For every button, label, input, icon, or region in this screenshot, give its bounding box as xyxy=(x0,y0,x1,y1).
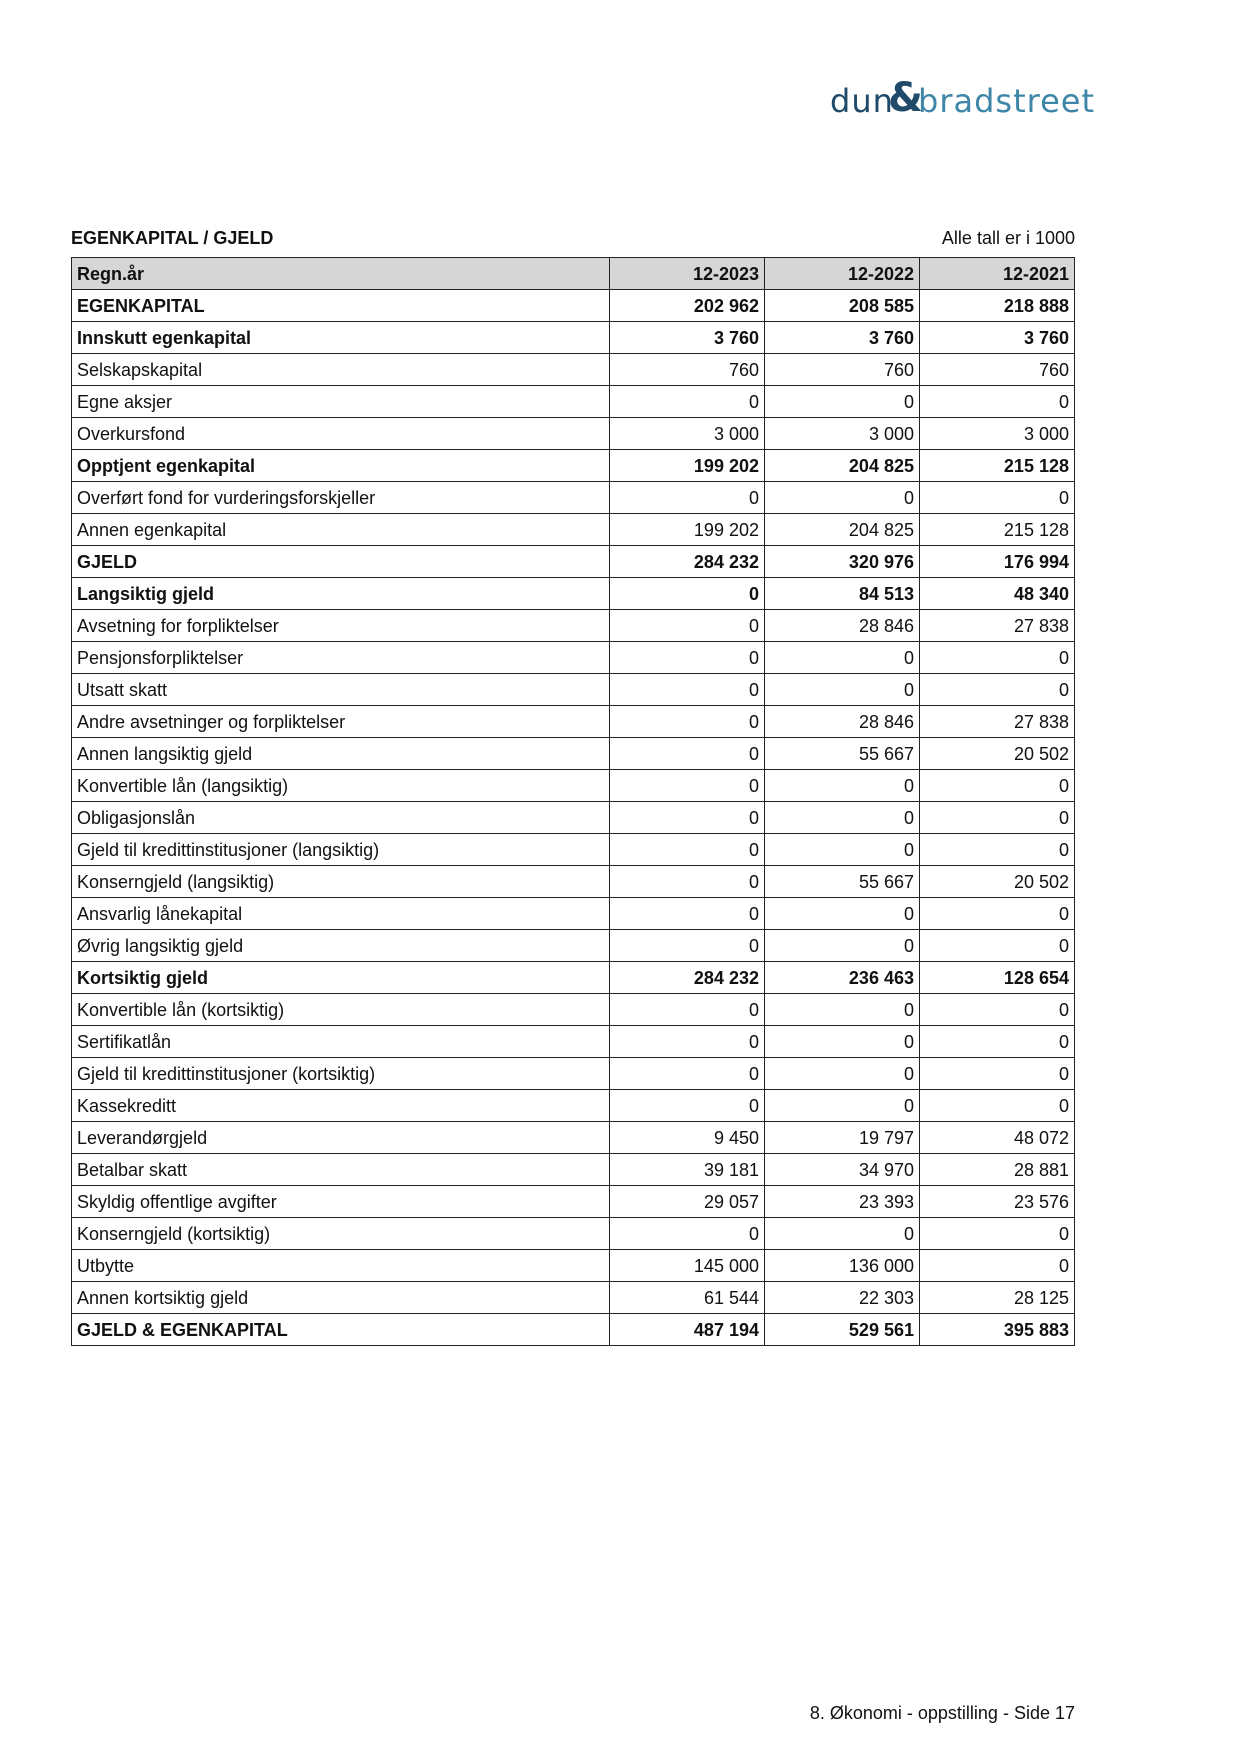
row-value: 215 128 xyxy=(920,514,1075,546)
row-value: 0 xyxy=(920,1026,1075,1058)
row-value: 3 000 xyxy=(920,418,1075,450)
row-value: 487 194 xyxy=(610,1314,765,1346)
row-value: 0 xyxy=(610,386,765,418)
row-value: 0 xyxy=(920,1250,1075,1282)
table-row xyxy=(72,1026,1075,1058)
row-value: 48 340 xyxy=(920,578,1075,610)
row-value: 0 xyxy=(610,1218,765,1250)
row-label: Overkursfond xyxy=(72,418,610,450)
row-value: 208 585 xyxy=(765,290,920,322)
row-value: 284 232 xyxy=(610,962,765,994)
row-value: 0 xyxy=(765,1090,920,1122)
row-value: 0 xyxy=(610,706,765,738)
row-label: GJELD xyxy=(72,546,610,578)
row-value: 204 825 xyxy=(765,450,920,482)
header-year: 12-2021 xyxy=(920,258,1075,290)
row-value: 3 760 xyxy=(920,322,1075,354)
row-value: 760 xyxy=(765,354,920,386)
row-value: 0 xyxy=(920,802,1075,834)
table-row xyxy=(72,930,1075,962)
row-value: 0 xyxy=(765,802,920,834)
row-value: 23 576 xyxy=(920,1186,1075,1218)
row-value: 28 881 xyxy=(920,1154,1075,1186)
row-value: 0 xyxy=(920,386,1075,418)
section-title: EGENKAPITAL / GJELD xyxy=(71,228,274,248)
table-row xyxy=(72,1250,1075,1282)
table-row xyxy=(72,962,1075,994)
row-value: 284 232 xyxy=(610,546,765,578)
row-value: 236 463 xyxy=(765,962,920,994)
table-row xyxy=(72,1282,1075,1314)
row-label: Ansvarlig lånekapital xyxy=(72,898,610,930)
row-label: Leverandørgjeld xyxy=(72,1122,610,1154)
row-value: 218 888 xyxy=(920,290,1075,322)
row-value: 0 xyxy=(765,642,920,674)
row-value: 9 450 xyxy=(610,1122,765,1154)
row-label: Skyldig offentlige avgifter xyxy=(72,1186,610,1218)
table-row xyxy=(72,834,1075,866)
row-label: Avsetning for forpliktelser xyxy=(72,610,610,642)
row-value: 0 xyxy=(610,482,765,514)
header-label: Regn.år xyxy=(72,258,610,290)
row-value: 29 057 xyxy=(610,1186,765,1218)
table-row xyxy=(72,546,1075,578)
row-value: 0 xyxy=(765,898,920,930)
row-value: 0 xyxy=(610,802,765,834)
table-row xyxy=(72,1218,1075,1250)
row-value: 204 825 xyxy=(765,514,920,546)
row-value: 0 xyxy=(610,930,765,962)
row-value: 128 654 xyxy=(920,962,1075,994)
row-value: 145 000 xyxy=(610,1250,765,1282)
row-label: Annen egenkapital xyxy=(72,514,610,546)
row-label: Kassekreditt xyxy=(72,1090,610,1122)
logo-ampersand: & xyxy=(888,75,924,121)
row-value: 0 xyxy=(920,482,1075,514)
row-value: 760 xyxy=(920,354,1075,386)
row-value: 760 xyxy=(610,354,765,386)
table-row xyxy=(72,1186,1075,1218)
row-value: 0 xyxy=(610,1090,765,1122)
row-value: 28 846 xyxy=(765,610,920,642)
row-value: 529 561 xyxy=(765,1314,920,1346)
row-value: 3 760 xyxy=(765,322,920,354)
row-value: 34 970 xyxy=(765,1154,920,1186)
logo-text-dun: dun xyxy=(830,82,894,120)
row-label: Selskapskapital xyxy=(72,354,610,386)
row-value: 199 202 xyxy=(610,514,765,546)
row-value: 48 072 xyxy=(920,1122,1075,1154)
table-row xyxy=(72,642,1075,674)
table-row xyxy=(72,706,1075,738)
row-value: 0 xyxy=(920,1218,1075,1250)
row-value: 0 xyxy=(765,386,920,418)
row-value: 55 667 xyxy=(765,866,920,898)
header-year: 12-2023 xyxy=(610,258,765,290)
row-value: 0 xyxy=(765,834,920,866)
row-value: 0 xyxy=(920,642,1075,674)
row-value: 0 xyxy=(765,930,920,962)
table-header-row xyxy=(72,258,1075,290)
row-label: Konvertible lån (kortsiktig) xyxy=(72,994,610,1026)
row-value: 84 513 xyxy=(765,578,920,610)
row-label: EGENKAPITAL xyxy=(72,290,610,322)
row-label: Utsatt skatt xyxy=(72,674,610,706)
row-value: 27 838 xyxy=(920,610,1075,642)
table-row xyxy=(72,866,1075,898)
row-value: 136 000 xyxy=(765,1250,920,1282)
row-value: 20 502 xyxy=(920,738,1075,770)
table-row xyxy=(72,770,1075,802)
row-label: Obligasjonslån xyxy=(72,802,610,834)
table-row xyxy=(72,738,1075,770)
row-value: 3 000 xyxy=(765,418,920,450)
table-row xyxy=(72,1058,1075,1090)
row-label: Betalbar skatt xyxy=(72,1154,610,1186)
row-label: Sertifikatlån xyxy=(72,1026,610,1058)
row-value: 0 xyxy=(610,642,765,674)
row-value: 23 393 xyxy=(765,1186,920,1218)
page-footer: 8. Økonomi - oppstilling - Side 17 xyxy=(809,1703,1075,1723)
row-value: 0 xyxy=(920,770,1075,802)
section-header xyxy=(71,225,1075,251)
row-value: 0 xyxy=(765,1026,920,1058)
row-value: 20 502 xyxy=(920,866,1075,898)
row-value: 3 760 xyxy=(610,322,765,354)
balance-sheet-table xyxy=(71,257,1075,1346)
row-label: Konvertible lån (langsiktig) xyxy=(72,770,610,802)
row-value: 0 xyxy=(920,1090,1075,1122)
table-row xyxy=(72,802,1075,834)
table-row xyxy=(72,514,1075,546)
row-label: Gjeld til kredittinstitusjoner (langsiktig) xyxy=(72,834,610,866)
table-row xyxy=(72,450,1075,482)
units-note: Alle tall er i 1000 xyxy=(941,228,1075,248)
row-value: 0 xyxy=(765,994,920,1026)
row-value: 3 000 xyxy=(610,418,765,450)
row-value: 0 xyxy=(610,866,765,898)
row-value: 0 xyxy=(765,674,920,706)
table-body xyxy=(72,290,1075,1346)
table-row xyxy=(72,354,1075,386)
table-row xyxy=(72,1154,1075,1186)
row-label: Overført fond for vurderingsforskjeller xyxy=(72,482,610,514)
row-label: Konserngjeld (kortsiktig) xyxy=(72,1218,610,1250)
row-value: 19 797 xyxy=(765,1122,920,1154)
row-value: 0 xyxy=(920,674,1075,706)
row-label: Gjeld til kredittinstitusjoner (kortsiktig) xyxy=(72,1058,610,1090)
row-value: 61 544 xyxy=(610,1282,765,1314)
row-value: 0 xyxy=(610,994,765,1026)
row-value: 176 994 xyxy=(920,546,1075,578)
row-label: Utbytte xyxy=(72,1250,610,1282)
table-row xyxy=(72,1122,1075,1154)
row-label: Andre avsetninger og forpliktelser xyxy=(72,706,610,738)
row-value: 0 xyxy=(920,834,1075,866)
table-row xyxy=(72,898,1075,930)
row-value: 215 128 xyxy=(920,450,1075,482)
row-value: 395 883 xyxy=(920,1314,1075,1346)
row-value: 0 xyxy=(610,610,765,642)
row-value: 0 xyxy=(920,994,1075,1026)
table-row xyxy=(72,674,1075,706)
row-value: 0 xyxy=(610,898,765,930)
row-value: 0 xyxy=(610,1026,765,1058)
row-value: 0 xyxy=(610,1058,765,1090)
row-label: Egne aksjer xyxy=(72,386,610,418)
row-label: GJELD & EGENKAPITAL xyxy=(72,1314,610,1346)
table-row xyxy=(72,1090,1075,1122)
row-label: Opptjent egenkapital xyxy=(72,450,610,482)
row-value: 0 xyxy=(765,482,920,514)
row-value: 0 xyxy=(920,898,1075,930)
row-value: 22 303 xyxy=(765,1282,920,1314)
table-row xyxy=(72,1314,1075,1346)
logo-text-bradstreet: bradstreet xyxy=(918,82,1095,120)
row-value: 28 125 xyxy=(920,1282,1075,1314)
row-value: 202 962 xyxy=(610,290,765,322)
table-row xyxy=(72,322,1075,354)
table-row xyxy=(72,578,1075,610)
table-row xyxy=(72,290,1075,322)
row-label: Innskutt egenkapital xyxy=(72,322,610,354)
table-row xyxy=(72,610,1075,642)
table-row xyxy=(72,386,1075,418)
row-value: 0 xyxy=(920,1058,1075,1090)
table-row xyxy=(72,418,1075,450)
row-value: 0 xyxy=(765,1058,920,1090)
row-value: 39 181 xyxy=(610,1154,765,1186)
row-label: Øvrig langsiktig gjeld xyxy=(72,930,610,962)
row-label: Pensjonsforpliktelser xyxy=(72,642,610,674)
row-value: 55 667 xyxy=(765,738,920,770)
row-value: 0 xyxy=(610,770,765,802)
header-year: 12-2022 xyxy=(765,258,920,290)
row-value: 0 xyxy=(610,834,765,866)
row-label: Annen kortsiktig gjeld xyxy=(72,1282,610,1314)
table-row xyxy=(72,994,1075,1026)
row-value: 0 xyxy=(765,770,920,802)
row-value: 199 202 xyxy=(610,450,765,482)
table-row xyxy=(72,482,1075,514)
row-label: Langsiktig gjeld xyxy=(72,578,610,610)
row-value: 0 xyxy=(765,1218,920,1250)
row-value: 0 xyxy=(610,674,765,706)
company-logo xyxy=(830,75,1095,124)
row-value: 0 xyxy=(610,578,765,610)
row-value: 28 846 xyxy=(765,706,920,738)
row-label: Kortsiktig gjeld xyxy=(72,962,610,994)
row-value: 320 976 xyxy=(765,546,920,578)
row-value: 27 838 xyxy=(920,706,1075,738)
row-value: 0 xyxy=(920,930,1075,962)
row-label: Konserngjeld (langsiktig) xyxy=(72,866,610,898)
row-value: 0 xyxy=(610,738,765,770)
row-label: Annen langsiktig gjeld xyxy=(72,738,610,770)
